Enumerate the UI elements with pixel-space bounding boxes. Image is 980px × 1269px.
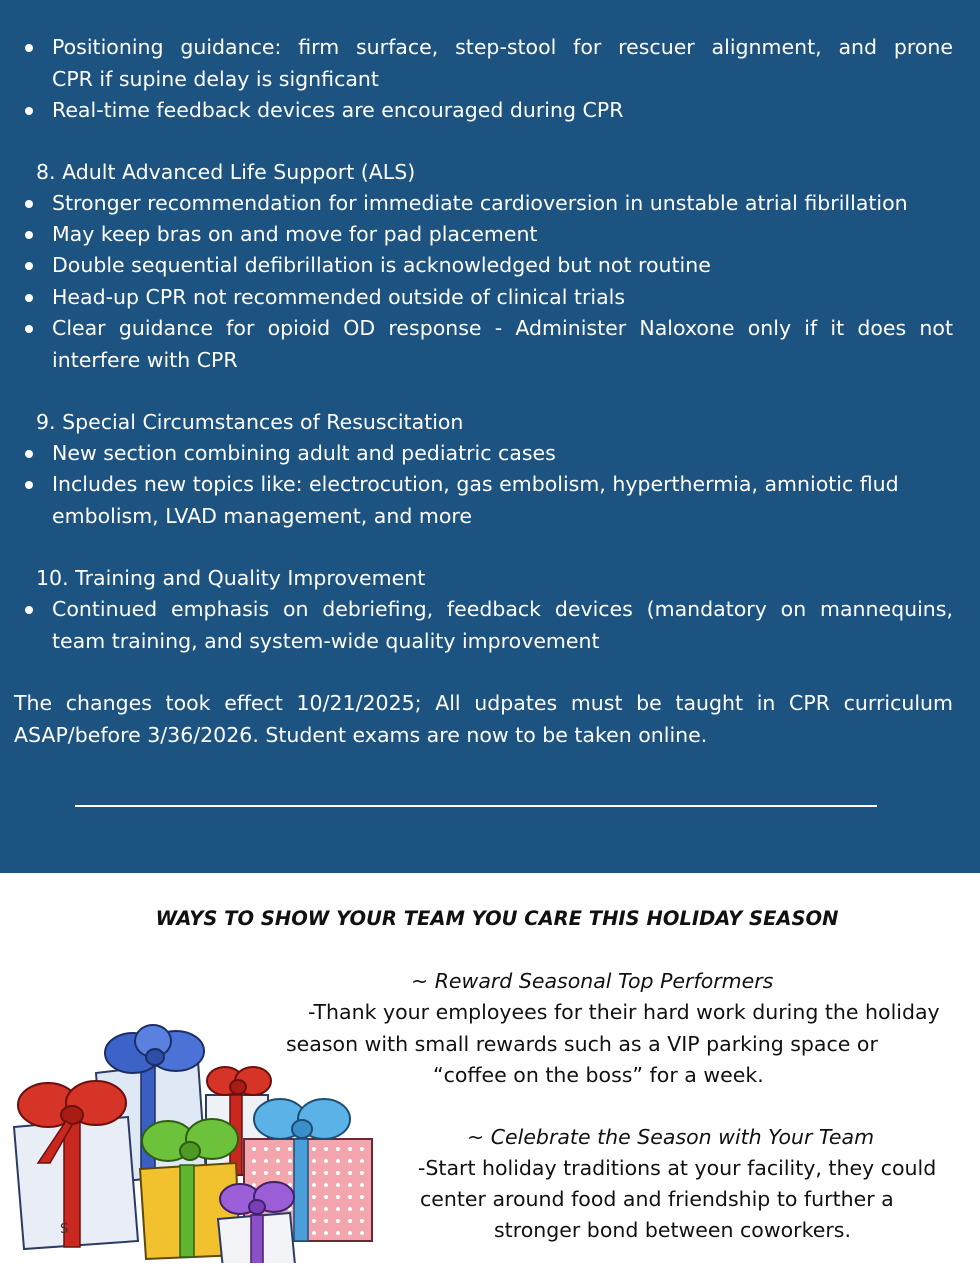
tip2-line2: center around food and friendship to further a [420,1187,894,1211]
list-item [25,594,953,657]
bullet-text-line1: Includes new topics like: electrocution, gas embolism, hyperthermia, amniotic flud [52,472,899,496]
bullet-text: Head-up CPR not recommended outside of clinical trials [52,285,626,309]
bullet-dot [25,325,33,333]
bullet-text: May keep bras on and move for pad placement [52,222,538,246]
tip2-heading: ~ Celebrate the Season with Your Team [467,1125,875,1149]
list-item [25,438,953,470]
bullet-dot [25,294,33,302]
bullet-text-line1: Positioning guidance: firm surface, step-stool for rescuer alignment, and prone [52,35,953,59]
bullet-dot [25,481,33,489]
section-8-heading: 8. Adult Advanced Life Support (ALS) [36,160,416,184]
list-item [25,188,953,220]
tip2-line3: stronger bond between coworkers. [494,1218,851,1242]
bullet-dot [25,107,33,115]
bullet-dot [25,200,33,208]
bullet-text-line1: Continued emphasis on debriefing, feedback devices (mandatory on mannequins, [52,597,953,621]
list-item [25,95,953,127]
bullet-dot [25,231,33,239]
list-item [25,469,953,532]
section-9-heading: 9. Special Circumstances of Resuscitation [36,410,464,434]
list-item [25,282,953,314]
bullet-text-line2: team training, and system-wide quality improvement [52,628,600,653]
white-gift-box-red-ribbon [14,1081,138,1249]
holiday-title: WAYS TO SHOW YOUR TEAM YOU CARE THIS HOLIDAY SEASON [155,907,839,930]
bullet-dot [25,44,33,52]
bullet-text: Double sequential defibrillation is acknowledged but not routine [52,253,711,277]
bullet-text: Stronger recommendation for immediate cardioversion in unstable atrial fibrillation [52,191,908,215]
tip1-line1: -Thank your employees for their hard work during the holiday [308,1000,940,1024]
bullet-dot [25,262,33,270]
list-item [25,32,953,95]
list-item [25,250,953,282]
bullet-dot [25,606,33,614]
holiday-section [0,873,980,1269]
list-item [25,219,953,251]
tip2-line1: -Start holiday traditions at your facility, they could [418,1156,937,1180]
tip1-line2: season with small rewards such as a VIP parking space or [286,1032,878,1056]
divider-line [75,805,877,807]
effective-date-paragraph [14,688,953,751]
stray-letter: S [60,1222,69,1237]
list-item [25,313,953,376]
bullet-text-line2: interfere with CPR [52,347,238,372]
bullet-text-line1: Clear guidance for opioid OD response - Administer Naloxone only if it does not [52,316,953,340]
bullet-text-line2: CPR if supine delay is signficant [52,66,379,91]
bullet-text: Real-time feedback devices are encouraged during CPR [52,98,624,122]
white-gift-box-purple-ribbon [218,1182,296,1263]
closing-line1: The changes took effect 10/21/2025; All udpates must be taught in CPR curriculum [14,691,953,715]
tip1-heading: ~ Reward Seasonal Top Performers [411,969,774,993]
bullet-dot [25,450,33,458]
closing-line2: ASAP/before 3/36/2026. Student exams are now to be taken online. [14,722,708,747]
bullet-text: New section combining adult and pediatric cases [52,441,556,465]
bullet-text-line2: embolism, LVAD management, and more [52,503,472,528]
section-10-heading: 10. Training and Quality Improvement [36,566,426,590]
tip1-line3: “coffee on the boss” for a week. [433,1063,764,1087]
